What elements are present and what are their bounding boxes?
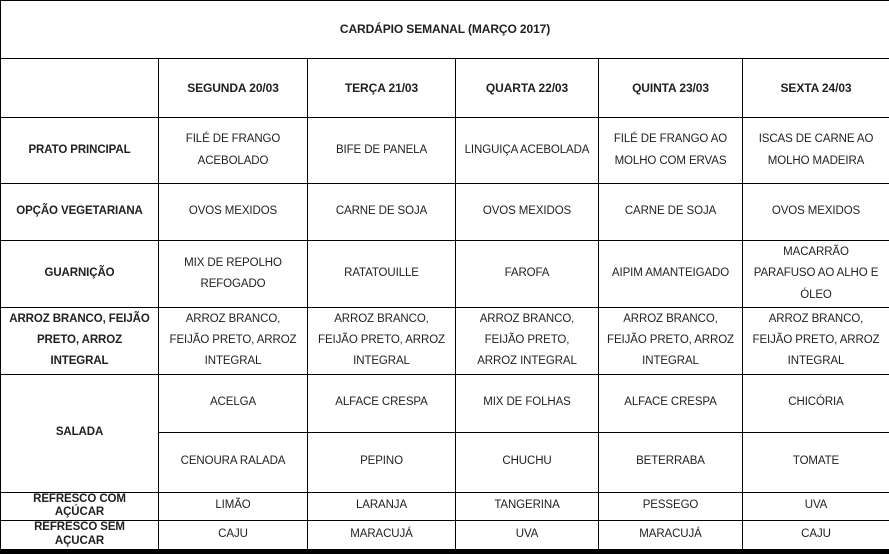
cell-salada-bottom-tuesday: PEPINO: [308, 432, 456, 492]
cell-guarn-monday: MIX DE REPOLHO REFOGADO: [159, 241, 308, 308]
row-label-prato-principal: PRATO PRINCIPAL: [1, 118, 159, 184]
cell-prato-wednesday: LINGUIÇA ACEBOLADA: [456, 118, 599, 184]
cell-prato-monday: FILÉ DE FRANGO ACEBOLADO: [159, 118, 308, 184]
cell-arroz-tuesday: ARROZ BRANCO, FEIJÃO PRETO, ARROZ INTEGRAL: [308, 307, 456, 374]
cell-refsem-thursday: MARACUJÁ: [599, 521, 743, 552]
cell-refcom-tuesday: LARANJA: [308, 492, 456, 521]
cell-salada-top-monday: ACELGA: [159, 374, 308, 432]
day-header-monday: SEGUNDA 20/03: [159, 59, 308, 118]
cell-refcom-wednesday: TANGERINA: [456, 492, 599, 521]
row-label-refresco-com-acucar: REFRESCO COM AÇÚCAR: [1, 492, 159, 521]
cell-refsem-monday: CAJU: [159, 521, 308, 552]
cell-salada-bottom-thursday: BETERRABA: [599, 432, 743, 492]
cell-salada-bottom-friday: TOMATE: [743, 432, 889, 492]
cell-salada-top-friday: CHICÓRIA: [743, 374, 889, 432]
cell-prato-thursday: FILÉ DE FRANGO AO MOLHO COM ERVAS: [599, 118, 743, 184]
cell-guarn-wednesday: FAROFA: [456, 241, 599, 308]
table-row-prato-principal: [1, 118, 889, 184]
cell-veg-friday: OVOS MEXIDOS: [743, 184, 889, 241]
cell-salada-top-thursday: ALFACE CRESPA: [599, 374, 743, 432]
cell-salada-top-wednesday: MIX DE FOLHAS: [456, 374, 599, 432]
cell-veg-tuesday: CARNE DE SOJA: [308, 184, 456, 241]
cell-arroz-monday: ARROZ BRANCO, FEIJÃO PRETO, ARROZ INTEGRAL: [159, 307, 308, 374]
cell-salada-bottom-wednesday: CHUCHU: [456, 432, 599, 492]
cell-veg-monday: OVOS MEXIDOS: [159, 184, 308, 241]
table-row-opcao-vegetariana: [1, 184, 889, 241]
cell-guarn-tuesday: RATATOUILLE: [308, 241, 456, 308]
table-row-salada-top: [1, 374, 889, 432]
row-label-salada: SALADA: [1, 374, 159, 492]
cell-salada-bottom-monday: CENOURA RALADA: [159, 432, 308, 492]
day-header-friday: SEXTA 24/03: [743, 59, 889, 118]
title-row: [1, 1, 889, 59]
cell-salada-top-tuesday: ALFACE CRESPA: [308, 374, 456, 432]
cell-arroz-thursday: ARROZ BRANCO, FEIJÃO PRETO, ARROZ INTEGRAL: [599, 307, 743, 374]
cell-guarn-thursday: AIPIM AMANTEIGADO: [599, 241, 743, 308]
table-row-guarnicao: [1, 241, 889, 308]
cell-refsem-tuesday: MARACUJÁ: [308, 521, 456, 552]
cell-guarn-friday: MACARRÃO PARAFUSO AO ALHO E ÓLEO: [743, 241, 889, 308]
cell-prato-friday: ISCAS DE CARNE AO MOLHO MADEIRA: [743, 118, 889, 184]
table-row-refresco-com-acucar: [1, 492, 889, 521]
row-label-arroz: ARROZ BRANCO, FEIJÃO PRETO, ARROZ INTEGRAL: [1, 307, 159, 374]
cell-refcom-thursday: PESSEGO: [599, 492, 743, 521]
row-label-refresco-sem-acucar: REFRESCO SEM AÇUCAR: [1, 521, 159, 552]
cell-veg-thursday: CARNE DE SOJA: [599, 184, 743, 241]
row-label-guarnicao: GUARNIÇÃO: [1, 241, 159, 308]
cell-refsem-friday: CAJU: [743, 521, 889, 552]
table-row-arroz: [1, 307, 889, 374]
day-header-thursday: QUINTA 23/03: [599, 59, 743, 118]
cell-refcom-monday: LIMÃO: [159, 492, 308, 521]
cell-refcom-friday: UVA: [743, 492, 889, 521]
corner-cell: [1, 59, 159, 118]
day-header-wednesday: QUARTA 22/03: [456, 59, 599, 118]
cell-refsem-wednesday: UVA: [456, 521, 599, 552]
cell-arroz-friday: ARROZ BRANCO, FEIJÃO PRETO, ARROZ INTEGRAL: [743, 307, 889, 374]
page-title: CARDÁPIO SEMANAL (MARÇO 2017): [1, 1, 889, 59]
cell-prato-tuesday: BIFE DE PANELA: [308, 118, 456, 184]
cell-veg-wednesday: OVOS MEXIDOS: [456, 184, 599, 241]
row-label-opcao-vegetariana: OPÇÃO VEGETARIANA: [1, 184, 159, 241]
day-header-tuesday: TERÇA 21/03: [308, 59, 456, 118]
table-row-refresco-sem-acucar: [1, 521, 889, 552]
day-header-row: [1, 59, 889, 118]
cell-arroz-wednesday: ARROZ BRANCO, FEIJÃO PRETO, ARROZ INTEGRAL: [456, 307, 599, 374]
